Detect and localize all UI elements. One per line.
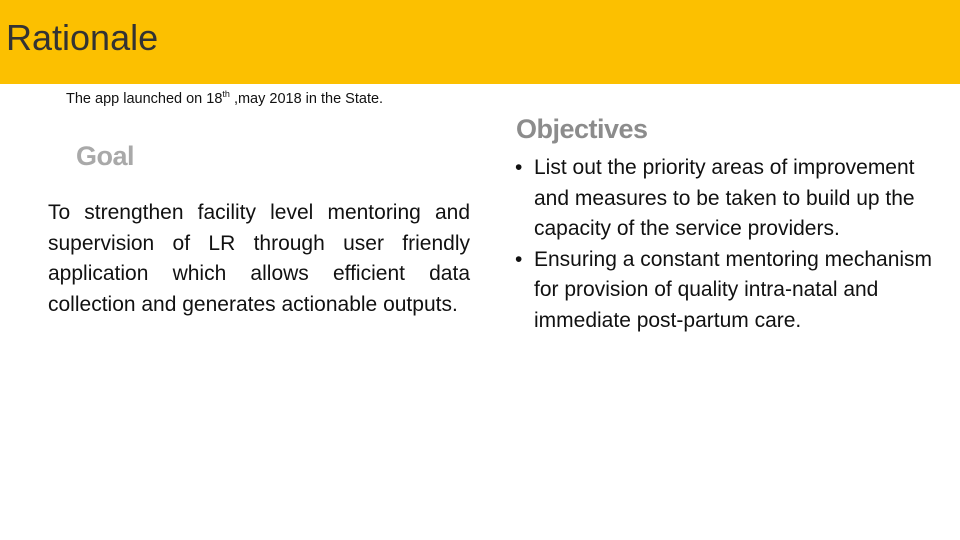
objective-text: Ensuring a constant mentoring mechanism for provision of quality intra-natal and immediate post-partum care. [534, 247, 933, 332]
launch-note [66, 91, 383, 108]
launch-note-text: The app launched on 18 [66, 91, 223, 107]
bullet-icon: • [515, 156, 523, 179]
goal-text: To strengthen facility level mentoring and supervision of LR through user friendly application which allows efficient data collection and generates actionable outputs. [48, 201, 470, 316]
objective-item [514, 245, 934, 337]
launch-note-text-end: ,may 2018 in the State. [229, 91, 384, 107]
bullet-icon: • [515, 247, 523, 271]
launch-note-superscript: th [222, 89, 230, 100]
objectives-list [514, 153, 934, 336]
slide-title: Rationale [6, 17, 159, 58]
objective-item [514, 153, 934, 245]
objective-text: List out the priority areas of improvement and measures to be taken to build up the capacity of the service providers. [534, 156, 915, 240]
objectives-heading: Objectives [516, 114, 648, 144]
goal-heading: Goal [76, 141, 135, 171]
